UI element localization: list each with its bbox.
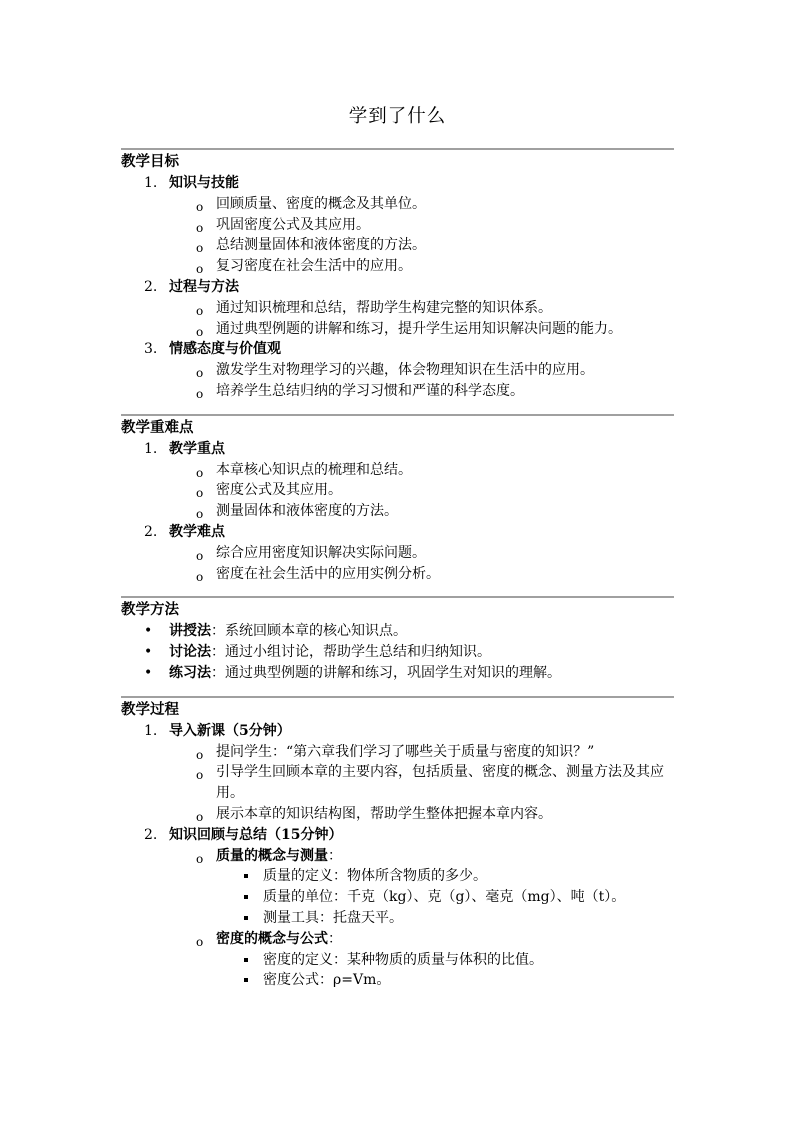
list-item: o 展示本章的知识结构图，帮助学生整体把握本章内容。 bbox=[196, 805, 552, 824]
goals-list bbox=[121, 173, 674, 402]
list-item: 质量的定义：物体所含物质的多少。 bbox=[216, 866, 674, 887]
list-item: 测量工具：托盘天平。 bbox=[216, 908, 674, 929]
item-heading: 过程与方法 bbox=[169, 278, 239, 295]
list-item: o 密度的概念与公式： 密度的定义：某种物质的质量与体积的比值。 密度公式：ρ=Vm。 bbox=[169, 929, 674, 991]
list-item: o 培养学生总结归纳的学习习惯和严谨的科学态度。 bbox=[196, 382, 524, 401]
list-item: • 讲授法：系统回顾本章的核心知识点。 bbox=[144, 623, 407, 640]
list-item: 1. 知识与技能 o 回顾质量、密度的概念及其单位。 o 巩固密度公式及其应用。 o 总结测量固体和液体密度的方法。 o 复习密度在社会生活中的应用。 bbox=[121, 173, 674, 277]
section-divider bbox=[121, 596, 674, 598]
list-item: o 提问学生：“第六章我们学习了哪些关于质量与密度的知识？” bbox=[196, 743, 595, 762]
list-item: 2. 过程与方法 o 通过知识梳理和总结，帮助学生构建完整的知识体系。 o 通过典型例题的讲解和练习，提升学生运用知识解决问题的能力。 bbox=[121, 277, 674, 339]
section-goals bbox=[121, 148, 674, 402]
list-item: o 通过典型例题的讲解和练习，提升学生运用知识解决问题的能力。 bbox=[196, 320, 622, 339]
section-divider bbox=[121, 414, 674, 416]
item-heading: 知识回顾与总结（15分钟） bbox=[169, 826, 343, 843]
list-item: • 练习法：通过典型例题的讲解和练习，巩固学生对知识的理解。 bbox=[144, 664, 561, 681]
section-methods bbox=[121, 596, 674, 683]
item-heading: 知识与技能 bbox=[169, 175, 239, 191]
item-heading: 教学重点 bbox=[169, 440, 225, 457]
list-item: o 引导学生回顾本章的主要内容，包括质量、密度的概念、测量方法及其应用。 bbox=[196, 764, 664, 802]
item-heading: 导入新课（5分钟） bbox=[169, 722, 291, 739]
keypoints-list bbox=[121, 439, 674, 585]
document-page bbox=[121, 100, 674, 991]
list-item: o 激发学生对物理学习的兴趣，体会物理知识在生活中的应用。 bbox=[196, 362, 594, 381]
list-item: 2. 教学难点 o 综合应用密度知识解决实际问题。 o 密度在社会生活中的应用实例分析。 bbox=[121, 522, 674, 584]
list-item: 质量的单位：千克（kg）、克（g）、毫克（mg）、吨（t）。 bbox=[216, 887, 674, 908]
list-item: o 测量固体和液体密度的方法。 bbox=[196, 503, 398, 522]
list-item: o 通过知识梳理和总结，帮助学生构建完整的知识体系。 bbox=[196, 299, 552, 318]
list-item: o 巩固密度公式及其应用。 bbox=[196, 216, 370, 235]
list-item: o 密度在社会生活中的应用实例分析。 bbox=[196, 565, 440, 584]
list-item: o 密度公式及其应用。 bbox=[196, 482, 342, 501]
list-item: 密度的定义：某种物质的质量与体积的比值。 bbox=[216, 950, 674, 971]
list-item: 1. 教学重点 o 本章核心知识点的梳理和总结。 o 密度公式及其应用。 o 测量固体和液体密度的方法。 bbox=[121, 439, 674, 522]
list-item: o 综合应用密度知识解决实际问题。 bbox=[196, 544, 426, 563]
section-divider bbox=[121, 696, 674, 698]
list-item: o 回顾质量、密度的概念及其单位。 bbox=[196, 195, 426, 214]
section-heading: 教学过程 bbox=[121, 700, 179, 718]
list-item: 3. 情感态度与价值观 o 激发学生对物理学习的兴趣，体会物理知识在生活中的应用。 o 培养学生总结归纳的学习习惯和严谨的科学态度。 bbox=[121, 339, 674, 401]
list-item: • 讨论法：通过小组讨论，帮助学生总结和归纳知识。 bbox=[144, 644, 491, 661]
methods-list bbox=[121, 621, 674, 683]
list-item: o 本章核心知识点的梳理和总结。 bbox=[196, 461, 412, 480]
list-item: o 复习密度在社会生活中的应用。 bbox=[196, 258, 412, 277]
list-item: o 质量的概念与测量： 质量的定义：物体所含物质的多少。 质量的单位：千克（kg）、克（g）、毫克（mg）、吨（t）。 测量工具：托盘天平。 bbox=[169, 846, 674, 929]
list-item: 密度公式：ρ=Vm。 bbox=[216, 970, 674, 991]
section-keypoints bbox=[121, 414, 674, 585]
list-item: 2. 知识回顾与总结（15分钟） o 质量的概念与测量： 质量的定义：物体所含物质的多少。 质量的单位：千克（kg）、克（g）、毫克（mg）、吨（t）。 测量工具：托盘天平。 o 密度的概念与公式： 密度的定义：某种物质的质量与体积的比值。 密度公式：ρ=Vm。 bbox=[121, 825, 674, 991]
item-heading: 情感态度与价值观 bbox=[169, 341, 281, 358]
process-list bbox=[121, 721, 674, 991]
list-item: 1. 导入新课（5分钟） o 提问学生：“第六章我们学习了哪些关于质量与密度的知识？” o 引导学生回顾本章的主要内容，包括质量、密度的概念、测量方法及其应用。 o 展示本章的知识结构图，帮助学生整体把握本章内容。 bbox=[121, 721, 674, 825]
section-heading: 教学重难点 bbox=[121, 418, 194, 436]
section-heading: 教学方法 bbox=[121, 601, 179, 619]
list-item: o 总结测量固体和液体密度的方法。 bbox=[196, 237, 426, 256]
section-process bbox=[121, 696, 674, 991]
page-title: 学到了什么 bbox=[348, 106, 447, 127]
section-heading: 教学目标 bbox=[121, 153, 179, 170]
section-divider bbox=[121, 148, 674, 150]
item-heading: 教学难点 bbox=[169, 523, 225, 540]
